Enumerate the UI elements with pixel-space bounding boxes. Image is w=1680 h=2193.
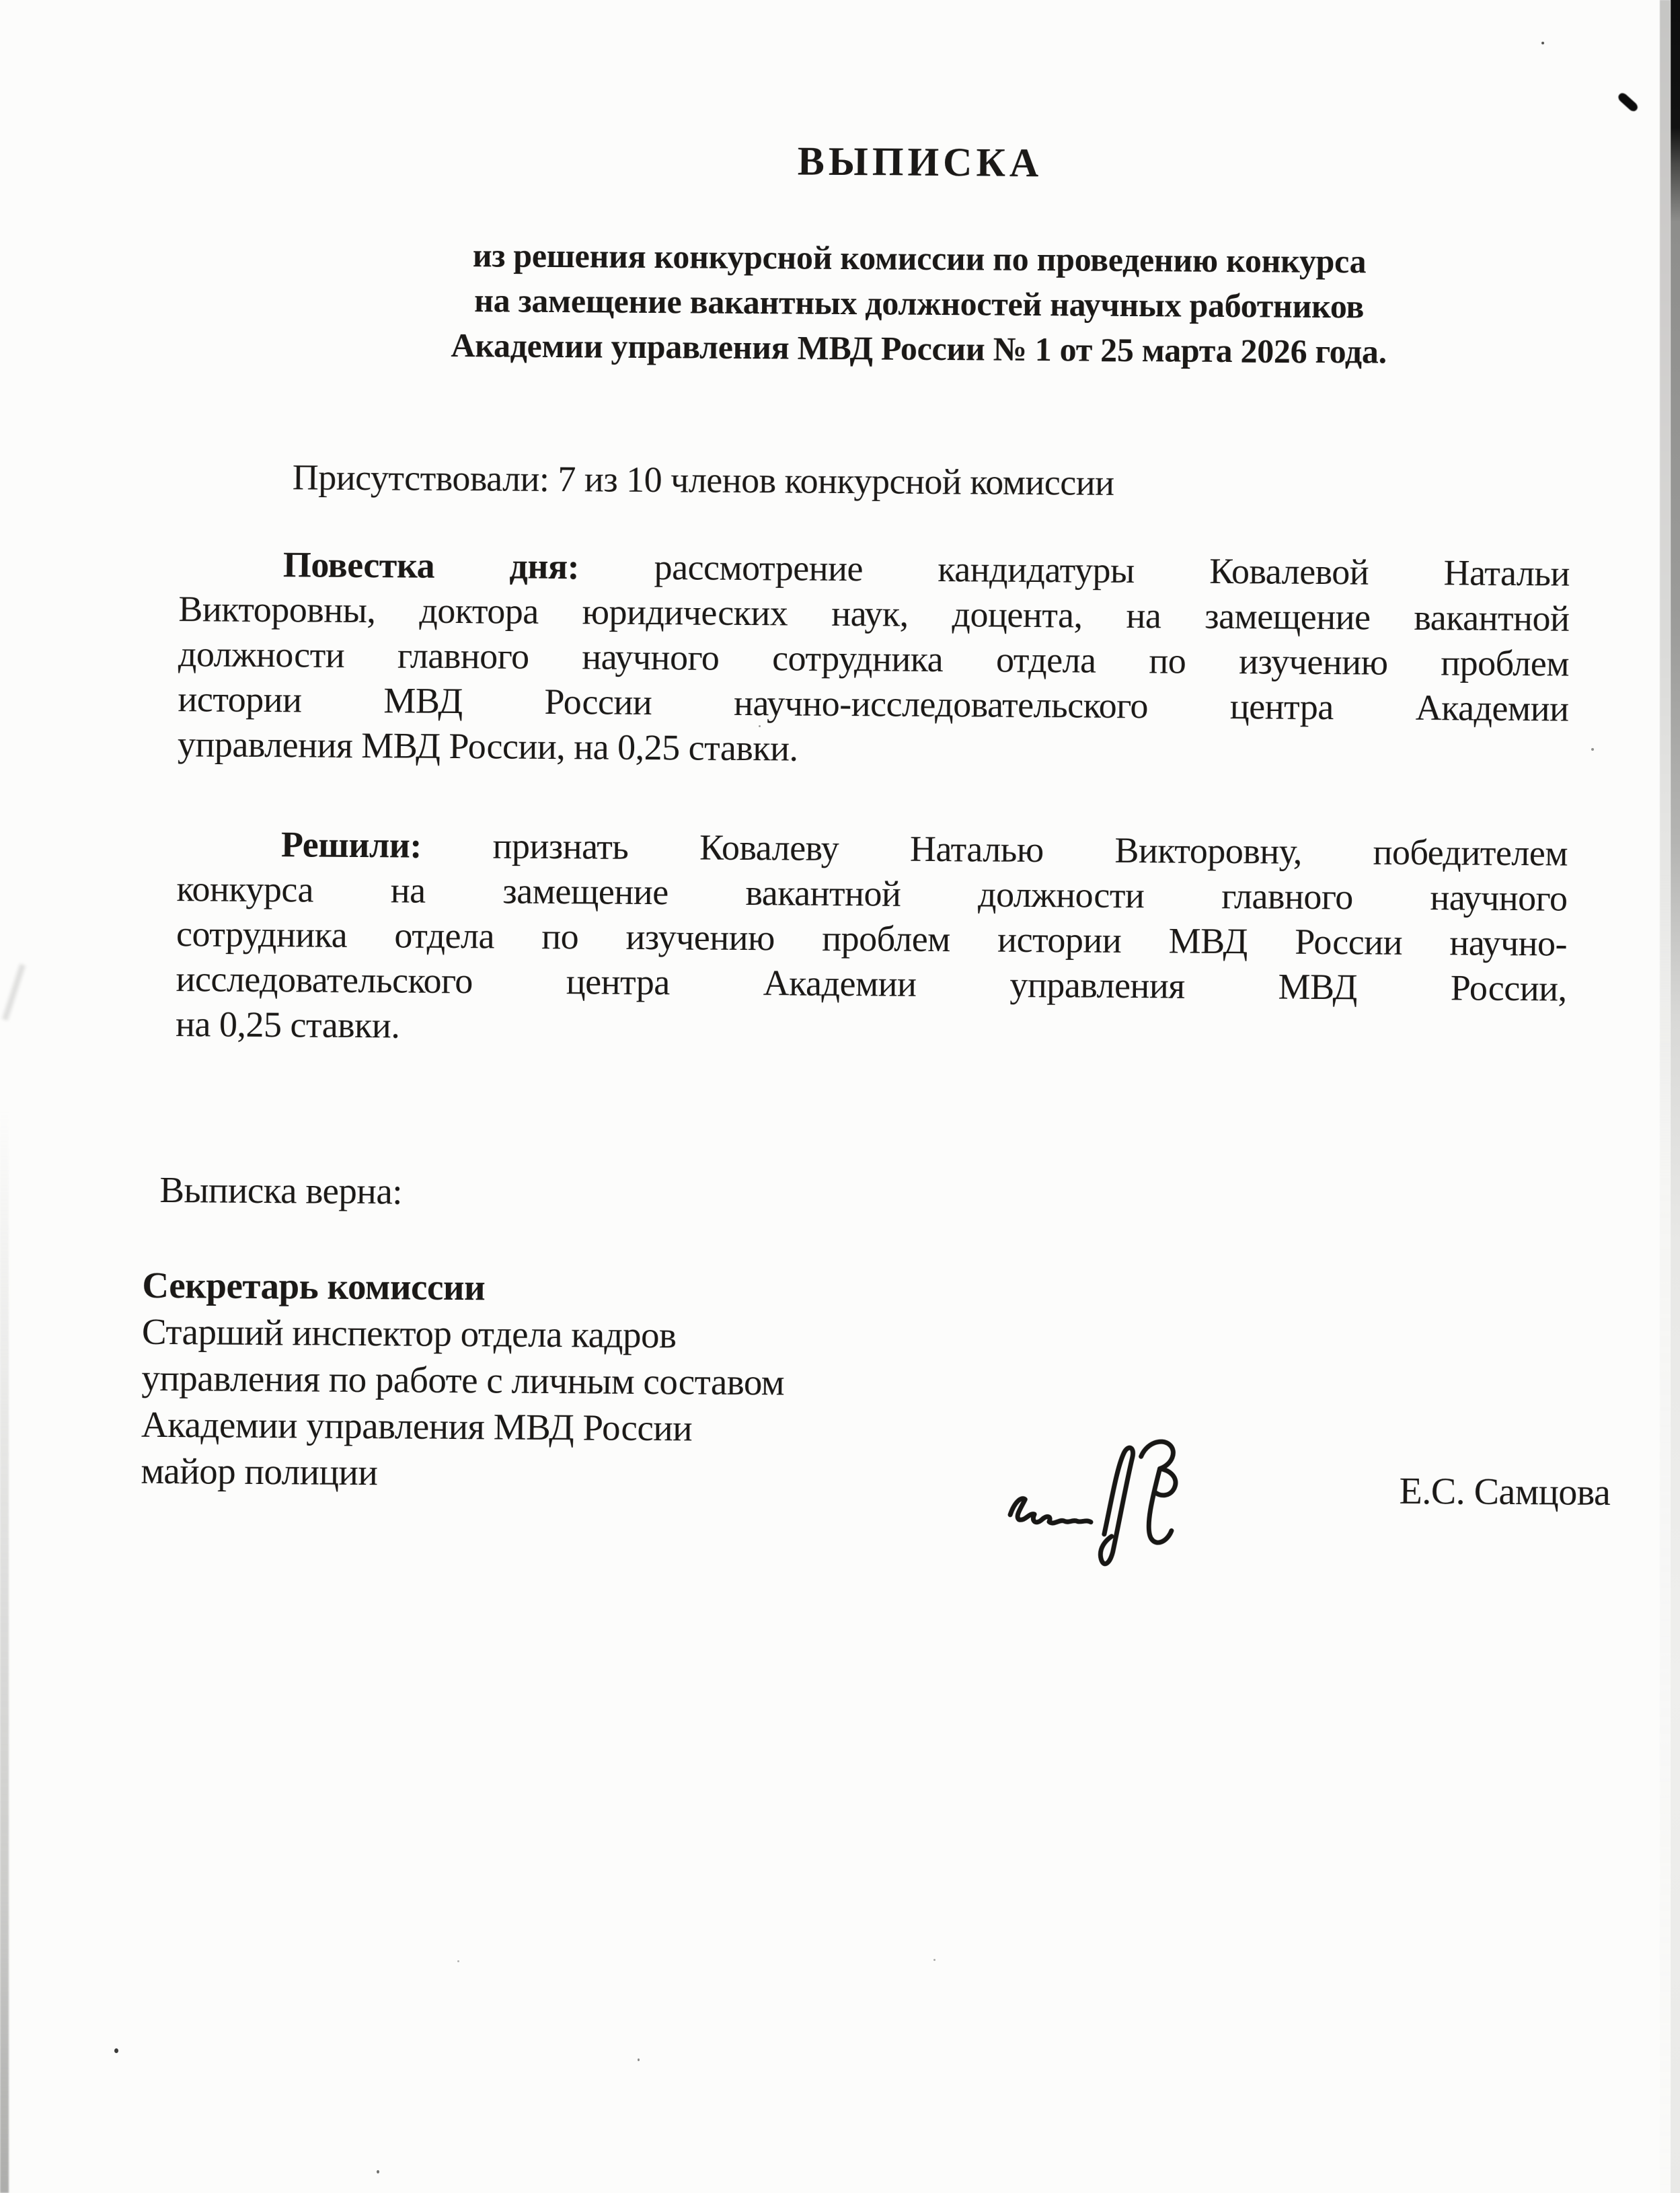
certification-line: Выписка верна: — [159, 1168, 403, 1212]
signature-ink — [991, 1414, 1221, 1570]
subtitle-line-3: Академии управления МВД России № 1 от 25 марта 2026 года. — [451, 326, 1387, 371]
signature-dept-line: Старший инспектор отдела кадров — [141, 1310, 677, 1356]
decision-line-text: признать Ковалеву Наталью Викторовну, победителем — [492, 825, 1568, 874]
agenda-line-text: рассмотрение кандидатуры Ковалевой Натальи — [654, 547, 1570, 594]
agenda-line: Викторовны, доктора юридических наук, доцента, на замещение вакантной — [178, 589, 1570, 639]
agenda-line: должности главного научного сотрудника отдела по изучению проблем — [178, 634, 1570, 684]
decision-line: сотрудника отдела по изучению проблем истории МВД России научно- — [176, 914, 1568, 964]
signature-dept-line: Академии управления МВД России — [141, 1403, 693, 1449]
signer-name: Е.С. Самцова — [1399, 1470, 1611, 1514]
decision-line: исследовательского центра Академии управления МВД России, — [176, 959, 1567, 1009]
signature-role: Секретарь комиссии — [142, 1264, 486, 1308]
signature-dept-line: управления по работе с личным составом — [141, 1357, 785, 1403]
signature-dept-line: майор полиции — [141, 1450, 378, 1493]
agenda-lead: Повестка дня: — [282, 544, 580, 587]
subtitle-line-2: на замещение вакантных должностей научных работников — [473, 281, 1365, 326]
decision-line: на 0,25 ставки. — [175, 1004, 400, 1046]
decision-line: конкурса на замещение вакантной должности главного научного — [176, 868, 1568, 919]
decision-lead: Решили: — [280, 824, 422, 866]
attendance-line: Присутствовали: 7 из 10 членов конкурсной комиссии — [292, 457, 1114, 503]
signature-block — [141, 1262, 1016, 1500]
decision-paragraph — [176, 821, 1568, 1056]
document-subtitle — [246, 231, 1592, 376]
agenda-line: истории МВД России научно-исследовательского центра Академии — [178, 679, 1569, 729]
agenda-paragraph — [178, 542, 1570, 776]
subtitle-line-1: из решения конкурсной комиссии по проведению конкурса — [472, 236, 1367, 281]
document-title: ВЫПИСКА — [797, 139, 1043, 186]
agenda-line: управления МВД России, на 0,25 ставки. — [177, 724, 798, 769]
